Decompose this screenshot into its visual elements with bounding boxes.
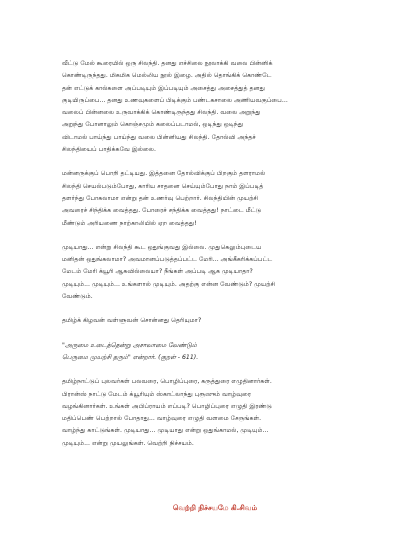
text-line: அவரைச் சிந்திக்க வைத்தது. போரைச் சந்திக்க வைத்தது! நாட்டை மீட்டு [62,207,262,215]
text-line: கொண்டிருந்தது. மிகமிக மெல்லிய நூல் இழை. அதில் தொங்கிக் கொண்டே [62,72,272,80]
author-signature: வெற்றி நிச்சயமே கி.சிவம் [172,504,258,512]
text-line: மதிப்பெண் பெற்றால் போதாது... வாழ்வுரை எழுதி வளமை சேருங்கள். [62,415,262,423]
text-line: மீண்டும் அரியணை நாற்காலியில் ஏற வைத்தது! [62,219,197,227]
text-line: வழங்கினார்கள். உங்கள் அபிப்ராயம் எப்படி? பொழிப்புரை எழுதி இரண்டு [62,402,272,410]
text-line: வேண்டும். [62,293,93,301]
text-line: பிரான்ஸ் நாட்டு மேடம் க்யூரியும் ஸ்காட்லாந்து புரூஸும் வாழ்வுரை [62,390,252,398]
kural-quote [62,340,368,365]
text-line: தமிழ்நாட்டுப் புலவர்கள் பலவரை, பொழிப்புரை, கருத்துரை எழுதினார்கள். [62,378,272,386]
text-line: அறுந்து போனாலும் கொஞ்சமும் கலைப்படாமல், ஒடிந்து ஒடிந்து [62,121,244,129]
document-page [62,58,368,512]
paragraph-curie [62,242,368,303]
quote-line: பெருமை முயற்சி தரும்" என்றார். (குறள் - 611). [62,353,199,361]
paragraph-closing [62,376,368,450]
paragraph-king [62,168,368,229]
text-line: விடாமல் பாய்ந்து பாய்ந்து வலை பின்னியது சிலந்தி. தோல்வி அந்தச் [62,133,256,141]
text-line: மேடம் மேரி க்யூரி ஆகவில்லையா? நீங்கள் அப்படி ஆக முடியாதா? [62,268,253,276]
text-line: தளர்ந்து போகலாமா என்று தன் உணர்வு பெற்றார். சிலந்தியின் முயற்சி [62,194,259,202]
text-line: மன்னருக்குப் பொறி தட்டியது. இத்தனை தோல்விக்குப் பிறகும் தளராமல் [62,170,266,178]
text-line: வாழ்ந்து காட்டுங்கள். முடியாது... முடியாது என்று ஒதுங்காமல், முடியும்... [62,427,269,435]
text-line: தமிழ்க் கிழவன் வள்ளுவன் சொன்னது தெரியுமா? [62,317,202,325]
text-line: முடியும்... முடியும்... உங்களால் முடியும். அதற்கு என்ன வேண்டும்? முயற்சி [62,280,276,288]
text-line: குடியிருப்பை... தனது உணவுகளைப் பிடிக்கும் பண்டகசாலை அணியவகுப்பை... [62,96,288,104]
text-line: முடியும்... என்று முயலுங்கள். வெற்றி நிச்சயம். [62,439,194,447]
quote-line: "அருமை உடைத்தென்று அசாவாமை வேண்டும் [62,341,197,349]
text-line: வீட்டு மேல் கூரையில் ஒரு சிலந்தி. தனது எச்சிலை நூலாக்கி வலை பின்னிக் [62,60,273,67]
text-line: மனிதன் ஒதுங்கலாமா? அவமானப்படுத்தப்பட்ட மேரி... அங்கீகரிக்கப்பட்ட [62,256,273,264]
text-line: முடியாது... என்று சிலந்தி கூட ஒதுங்குவது இல்லை. முதுகெலும்புடைய [62,243,262,251]
text-line: சிலந்தியைப் பாதிக்கவே இல்லை. [62,146,156,154]
paragraph-valluvar-question [62,315,368,327]
text-line: வலைப் பின்னலை உருவாக்கிக் கொண்டிருந்தது சிலந்தி. வலை அறுந்து [62,109,261,117]
text-line: சிலந்தி செயல்படும்போது, காரிய சாதனை செய்யும்போது நாம் இப்படித் [62,182,264,190]
text-line: தன் எட்டுக் கால்களை அப்படியும் இப்படியும் அசைத்து அசைத்துத் தனது [62,84,266,92]
paragraph-spider [62,58,368,156]
